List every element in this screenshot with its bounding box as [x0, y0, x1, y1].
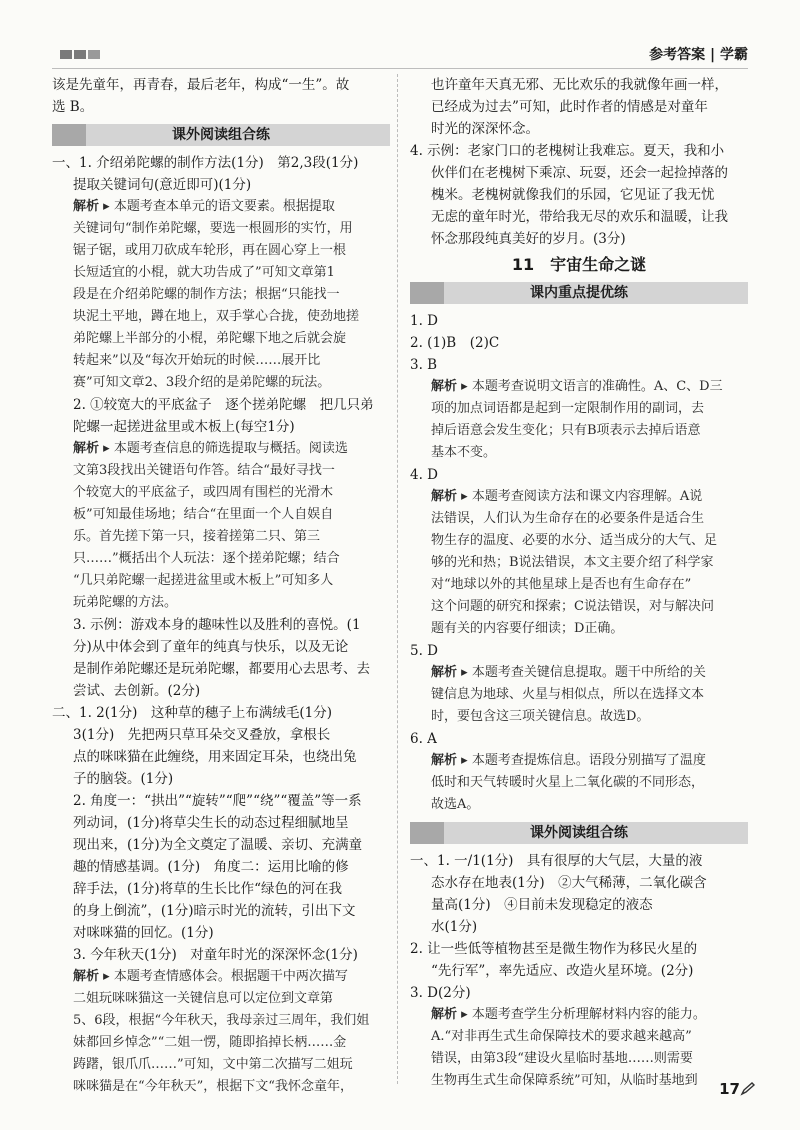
analysis-line: 解析 ▸ 本题考查本单元的语文要素。根据提取 — [73, 199, 335, 214]
header-square-icon — [74, 50, 86, 59]
answer-line: 怀念那段纯真美好的岁月。(3分) — [431, 231, 626, 247]
text-line: 该是先童年，再青春，最后老年，构成“一生”。故 — [52, 77, 350, 93]
analysis-line: 够的光和热；B说法错误，本文主要介绍了科学家 — [431, 555, 714, 570]
analysis-line: 解析 ▸ 本题考查阅读方法和课文内容理解。A说 — [431, 489, 703, 504]
unit-number: 11 — [511, 255, 535, 274]
analysis-label: 解析 — [431, 753, 458, 768]
analysis-text: 本题考查信息的筛选提取与概括。阅读选 — [113, 441, 348, 456]
analysis-line: 解析 ▸ 本题考查学生分析理解材料内容的能力。 — [431, 1007, 706, 1022]
analysis-line: 咪咪猫是在“今年秋天”，根据下文“我怀念童年， — [73, 1079, 353, 1094]
answer-line: 2. 角度一：“拱出”“旋转”“爬”“绕”“覆盖”等一系 — [73, 793, 362, 809]
left-column — [52, 74, 390, 1098]
answer-line: 无虑的童年时光，带给我无尽的欢乐和温暖，让我 — [431, 209, 728, 225]
analysis-line: 解析 ▸ 本题考查情感体会。根据题干中两次描写 — [73, 969, 348, 984]
analysis-line: 低时和天气转暖时火星上二氧化碳的不同形态， — [431, 775, 705, 790]
answer-line: 3. D(2分) — [410, 985, 471, 1001]
header-square-icon — [60, 50, 72, 59]
header-square-icon — [88, 50, 100, 59]
answer-line: 2. ①较宽大的平底盆子 逐个搓弟陀螺 把几只弟 — [73, 397, 374, 413]
analysis-line: 键信息为地球、火星与相似点，所以在选择文本 — [431, 687, 705, 702]
analysis-line: 解析 ▸ 本题考查提炼信息。语段分别描写了温度 — [431, 753, 706, 768]
analysis-line: 踌躇，银爪爪……”可知，文中第二次描写二姐玩 — [73, 1057, 353, 1072]
analysis-line: 只……”概括出个人玩法：逐个搓弟陀螺；结合 — [73, 551, 340, 566]
answer-line: 分)从中体会到了童年的纯真与快乐，以及无论 — [73, 639, 349, 655]
analysis-line: 文第3段找出关键语句作答。结合“最好寻找一 — [73, 463, 335, 478]
answer-line: 槐米。老槐树就像我们的乐园，它见证了我无忧 — [431, 187, 715, 203]
analysis-line: 对“地球以外的其他星球上是否也有生命存在” — [431, 577, 692, 592]
answer-line: 伙伴们在老槐树下乘凉、玩耍，还会一起捡掉落的 — [431, 165, 728, 181]
analysis-text: 本题考查阅读方法和课文内容理解。A说 — [471, 489, 703, 504]
analysis-line: 时，要包含这三项关键信息。故选D。 — [431, 709, 650, 724]
answer-line: 4. 示例：老家门口的老槐树让我难忘。夏天，我和小 — [410, 143, 725, 159]
answer-line: 一、1. 一/1(1分) 具有很厚的大气层，大量的液 — [410, 853, 703, 869]
analysis-line: 故选A。 — [431, 797, 480, 812]
analysis-line: 关键词句“制作弟陀螺，要选一根圆形的实竹，用 — [73, 221, 353, 236]
analysis-line: 解析 ▸ 本题考查信息的筛选提取与概括。阅读选 — [73, 441, 348, 456]
analysis-text: 本题考查关键信息提取。题干中所给的关 — [471, 665, 706, 680]
analysis-line: 解析 ▸ 本题考查说明文语言的准确性。A、C、D三 — [431, 379, 723, 394]
pencil-icon — [740, 1082, 756, 1096]
answer-line: 1. D — [410, 313, 438, 329]
unit-heading — [410, 254, 748, 276]
analysis-line: 5、6段，根据“今年秋天，我母亲过三周年，我们姐 — [73, 1013, 370, 1028]
answer-line: 已经成为过去”可知，此时作者的情感是对童年 — [431, 99, 708, 115]
answer-line: 辞手法，(1分)将草的生长比作“绿色的河在我 — [73, 881, 343, 897]
answer-line: 2. (1)B (2)C — [410, 335, 500, 351]
analysis-line: 块泥土平地，蹲在地上，双手掌心合拢，使劲地搓 — [73, 309, 360, 324]
answer-line: 是制作弟陀螺还是玩弟陀螺，都要用心去思考、去 — [73, 661, 370, 677]
text-line: 选 B。 — [52, 99, 94, 115]
answer-line: 一、1. 介绍弟陀螺的制作方法(1分) 第2,3段(1分) — [52, 155, 359, 171]
answer-line: 6. A — [410, 731, 437, 747]
analysis-text: 本题考查本单元的语文要素。根据提取 — [113, 199, 335, 214]
analysis-line: A.“对非再生式生命保障技术的要求越来越高” — [431, 1029, 692, 1044]
answer-line: 4. D — [410, 467, 438, 483]
section-title: 课内重点提优练 — [410, 282, 748, 304]
answer-line: 3. 今年秋天(1分) 对童年时光的深深怀念(1分) — [73, 947, 358, 963]
analysis-line: 转起来”以及“每次开始玩的时候……展开比 — [73, 353, 321, 368]
analysis-line: 解析 ▸ 本题考查关键信息提取。题干中所给的关 — [431, 665, 706, 680]
analysis-line: 题有关的内容要仔细读；D正确。 — [431, 621, 624, 636]
answer-line: 点的咪咪猫在此缠绕，用来固定耳朵，也绕出兔 — [73, 749, 357, 765]
analysis-label: 解析 — [73, 969, 100, 984]
answer-line: 3(1分) 先把两只草耳朵交叉叠放，拿根长 — [73, 727, 331, 743]
analysis-line: 个较宽大的平底盆子，或四周有围栏的光滑木 — [73, 485, 334, 500]
analysis-line: 基本不变。 — [431, 445, 497, 460]
analysis-text: 本题考查说明文语言的准确性。A、C、D三 — [471, 379, 723, 394]
answer-line: 时光的深深怀念。 — [431, 121, 539, 137]
analysis-label: 解析 — [431, 1007, 458, 1022]
page-header — [52, 44, 748, 69]
analysis-text: 本题考查提炼信息。语段分别描写了温度 — [471, 753, 706, 768]
analysis-line: 项的加点词语都是起到一定限制作用的副词，去 — [431, 401, 705, 416]
answer-line: 对咪咪猫的回忆。(1分) — [73, 925, 214, 941]
analysis-line: 妹都回乡悼念”“二姐一愣，随即掐掉长柄……金 — [73, 1035, 347, 1050]
answer-line: 子的脑袋。(1分) — [73, 771, 174, 787]
analysis-text: 本题考查学生分析理解材料内容的能力。 — [471, 1007, 706, 1022]
answer-line: 二、1. 2(1分) 这种草的穗子上布满绒毛(1分) — [52, 705, 333, 721]
unit-title: 宇宙生命之谜 — [550, 255, 647, 274]
answer-line: 的身上倒流”，(1分)暗示时光的流转，引出下文 — [73, 903, 356, 919]
analysis-line: 二姐玩咪咪猫这一关键信息可以定位到文章第 — [73, 991, 334, 1006]
analysis-line: 段是在介绍弟陀螺的制作方法；根据“只能找一 — [73, 287, 340, 302]
analysis-line: 赛”可知文章2、3段介绍的是弟陀螺的玩法。 — [73, 375, 331, 390]
analysis-line: 弟陀螺上半部分的小棍，弟陀螺下地之后就会旋 — [73, 331, 347, 346]
analysis-line: 错误，由第3段“建设火星临时基地……则需要 — [431, 1051, 693, 1066]
analysis-line: 锯子锯，或用刀砍成车轮形，再在圆心穿上一根 — [73, 243, 347, 258]
section-title: 课外阅读组合练 — [52, 124, 390, 146]
answer-line: 3. 示例：游戏本身的趣味性以及胜利的喜悦。(1 — [73, 617, 361, 633]
answer-line: “先行军”，率先适应、改造火星环境。(2分) — [431, 963, 694, 979]
analysis-line: 法错误，人们认为生命存在的必要条件是适合生 — [431, 511, 705, 526]
answer-line: 趣的情感基调。(1分) 角度二：运用比喻的修 — [73, 859, 349, 875]
analysis-line: 掉后语意会发生变化；只有B项表示去掉后语意 — [431, 423, 701, 438]
analysis-line: “几只弟陀螺一起搓进盆里或木板上”可知多人 — [73, 573, 334, 588]
analysis-label: 解析 — [73, 199, 100, 214]
answer-line: 5. D — [410, 643, 438, 659]
analysis-line: 长短适宜的小棍，就大功告成了”可知文章第1 — [73, 265, 335, 280]
answer-line: 尝试、去创新。(2分) — [73, 683, 201, 699]
answer-line: 提取关键词句(意近即可)(1分) — [73, 177, 252, 193]
analysis-label: 解析 — [431, 379, 458, 394]
analysis-line: 生物再生式生命保障系统”可知，从临时基地到 — [431, 1073, 698, 1088]
answer-line: 现出来，(1分)为全文奠定了温暖、亲切、充满童 — [73, 837, 363, 853]
analysis-line: 板”可知最佳场地；结合“在里面一个人自娱自 — [73, 507, 334, 522]
answer-line: 列动词，(1分)将草尖生长的动态过程细腻地呈 — [73, 815, 349, 831]
right-column — [410, 74, 748, 1092]
analysis-text: 本题考查情感体会。根据题干中两次描写 — [113, 969, 348, 984]
answer-line: 3. B — [410, 357, 438, 373]
analysis-label: 解析 — [431, 489, 458, 504]
analysis-label: 解析 — [73, 441, 100, 456]
answer-line: 2. 让一些低等植物甚至是微生物作为移民火星的 — [410, 941, 698, 957]
analysis-line: 乐。首先搓下第一只，接着搓第二只、第三 — [73, 529, 321, 544]
answer-line: 态水存在地表(1分) ②大气稀薄，二氧化碳含 — [431, 875, 707, 891]
analysis-line: 这个问题的研究和探索；C说法错误，对与解决问 — [431, 599, 714, 614]
section-title: 课外阅读组合练 — [410, 822, 748, 844]
header-title: 参考答案 | 学霸 — [649, 47, 748, 63]
answer-line: 水(1分) — [431, 919, 478, 935]
page-number: 17 — [719, 1080, 740, 1098]
analysis-line: 物生存的温度、必要的水分、适当成分的大气、足 — [431, 533, 718, 548]
answer-line: 也许童年天真无邪、无比欢乐的我就像年画一样， — [431, 77, 728, 93]
column-divider — [397, 74, 398, 1084]
analysis-label: 解析 — [431, 665, 458, 680]
answer-line: 陀螺一起搓进盆里或木板上(每空1分) — [73, 419, 295, 435]
answer-line: 量高(1分) ④目前未发现稳定的液态 — [431, 897, 653, 913]
analysis-line: 玩弟陀螺的方法。 — [73, 595, 178, 610]
